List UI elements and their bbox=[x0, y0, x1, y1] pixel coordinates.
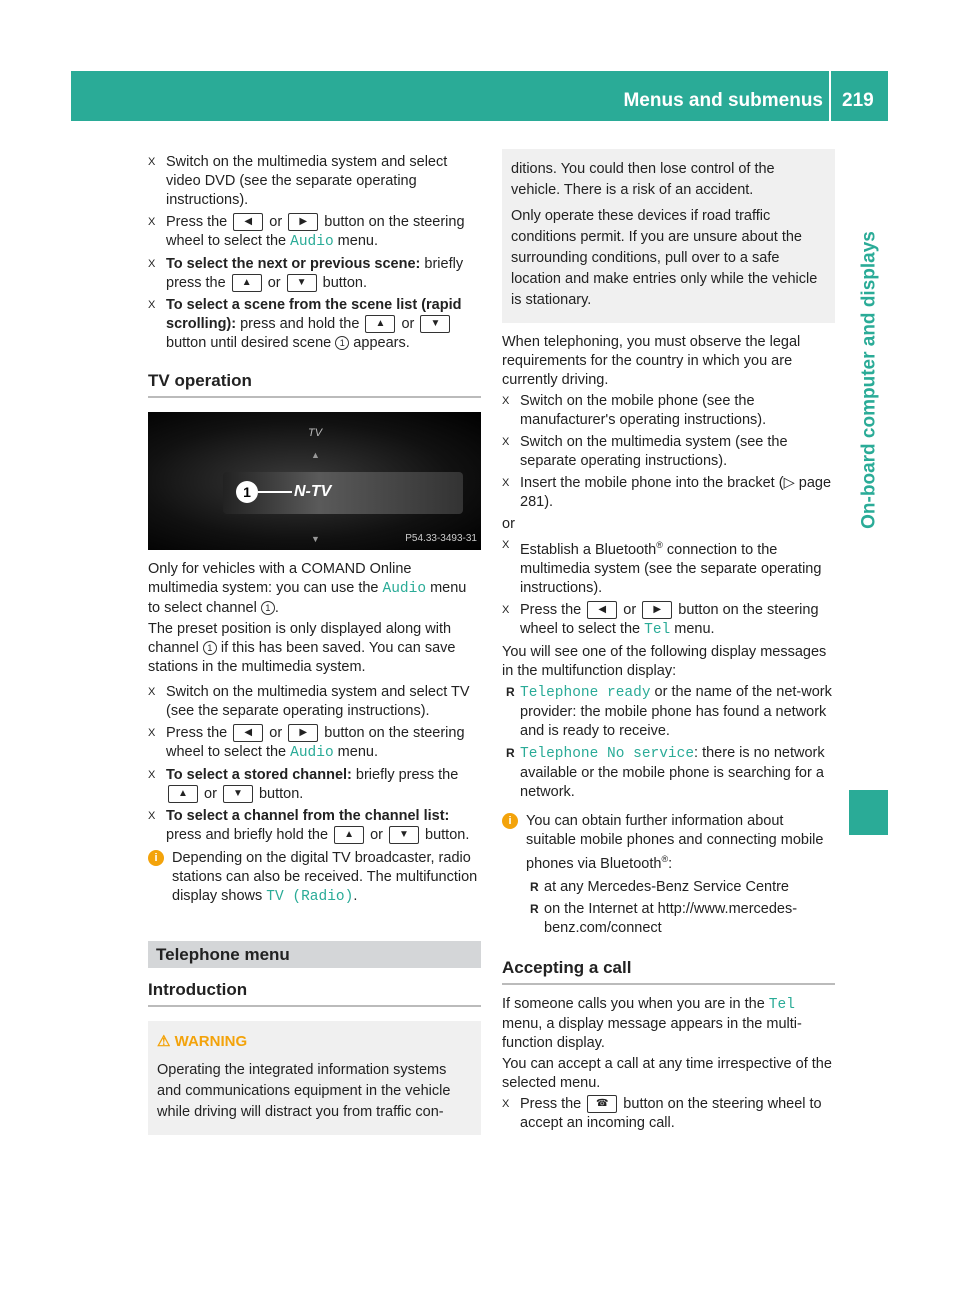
right-key-icon: ▶ bbox=[642, 601, 672, 619]
page-title: Menus and submenus bbox=[623, 90, 823, 111]
callout-1-icon: 1 bbox=[335, 336, 349, 350]
list-item: R at any Mercedes-Benz Service Centre bbox=[530, 878, 789, 895]
step-item: X Press the ◀ or ▶ button on the steering wheel to select the Audio menu. bbox=[148, 214, 465, 250]
section-heading: TV operation bbox=[148, 371, 481, 398]
left-key-icon: ◀ bbox=[233, 724, 263, 742]
bullet-icon: R bbox=[530, 901, 539, 916]
info-note: i Depending on the digital TV broadcaster, radio stations can also be received. The multifunction display shows TV (Radio). bbox=[148, 849, 481, 907]
arrow-icon: X bbox=[148, 156, 156, 168]
step-item: X To select a scene from the scene list (rapid scrolling): press and hold the ▲ or ▼ button until desired scene 1 appears. bbox=[148, 297, 462, 351]
step-item: X To select a channel from the channel list: press and briefly hold the ▲ or ▼ button. bbox=[148, 808, 470, 843]
warning-text: Operating the integrated information systems and communications equipment in the vehicle while driving will distract you from traffic con- bbox=[157, 1062, 451, 1120]
phone-key-icon: ☎ bbox=[587, 1095, 617, 1113]
left-column bbox=[148, 153, 481, 1135]
info-icon: i bbox=[502, 813, 518, 829]
side-tab bbox=[849, 140, 888, 620]
page-ref-icon: ▷ bbox=[783, 475, 795, 491]
down-key-icon: ▼ bbox=[287, 274, 317, 292]
bullet-icon: R bbox=[506, 684, 515, 699]
arrow-icon: X bbox=[148, 686, 156, 698]
arrow-icon: X bbox=[148, 258, 156, 270]
paragraph: If someone calls you when you are in the Tel menu, a display message appears in the multi-function display. bbox=[502, 995, 802, 1051]
list-item: R Telephone No service: there is no network available or the mobile phone is searching for a network. bbox=[506, 744, 825, 800]
arrow-icon: X bbox=[502, 436, 510, 448]
down-key-icon: ▼ bbox=[389, 826, 419, 844]
menu-name: Audio bbox=[290, 234, 334, 250]
arrow-icon: X bbox=[148, 810, 156, 822]
up-key-icon: ▲ bbox=[334, 826, 364, 844]
step-item: X Establish a Bluetooth® connection to the multimedia system (see the separate operating instructions). bbox=[502, 536, 835, 598]
info-icon: i bbox=[148, 850, 164, 866]
down-key-icon: ▼ bbox=[420, 315, 450, 333]
section-banner: Telephone menu bbox=[148, 941, 481, 968]
arrow-icon: X bbox=[502, 395, 510, 407]
step-item: X Switch on the multimedia system (see the separate operating instructions). bbox=[502, 434, 788, 469]
callout-line bbox=[258, 491, 292, 493]
page-number: 219 bbox=[842, 90, 874, 111]
info-note: i You can obtain further information about suitable mobile phones and connecting mobile phones via Bluetooth®: R at any Mercedes-Benz Service Centre R on the Internet at http://www.mercedes-benz.com/connect bbox=[502, 812, 835, 938]
up-key-icon: ▲ bbox=[168, 785, 198, 803]
section-heading: Accepting a call bbox=[502, 958, 835, 985]
arrow-icon: X bbox=[502, 603, 510, 616]
right-column bbox=[502, 153, 835, 1136]
channel-label: N-TV bbox=[294, 483, 332, 500]
list-item: R on the Internet at http://www.mercedes-benz.com/connect bbox=[530, 900, 798, 936]
header-divider bbox=[829, 71, 831, 121]
callout-1-icon: 1 bbox=[203, 641, 217, 655]
step-item: X Switch on the mobile phone (see the manufacturer's operating instructions). bbox=[502, 393, 767, 428]
step-item: X Press the ☎ button on the steering wheel to accept an incoming call. bbox=[502, 1095, 822, 1131]
step-item: X Press the ◀ or ▶ button on the steering wheel to select the Tel menu. bbox=[502, 601, 819, 638]
arrow-icon: X bbox=[502, 539, 510, 551]
down-arrow-icon: ▼ bbox=[311, 534, 320, 544]
left-key-icon: ◀ bbox=[587, 601, 617, 619]
side-marker bbox=[849, 790, 888, 835]
photo-label: TV bbox=[308, 427, 323, 439]
warning-icon: ⚠ bbox=[157, 1033, 171, 1050]
callout-1-icon: 1 bbox=[236, 481, 258, 503]
paragraph: Only for vehicles with a COMAND Online multimedia system: you can use the Audio menu to select channel 1 . bbox=[148, 561, 467, 616]
callout-1-icon: 1 bbox=[261, 601, 275, 615]
arrow-icon: X bbox=[502, 1097, 510, 1110]
paragraph: The preset position is only displayed along with channel 1 if this has been saved. You can save stations in the multimedia system. bbox=[148, 621, 456, 675]
right-key-icon: ▶ bbox=[288, 724, 318, 742]
step-item: X To select the next or previous scene: briefly press the ▲ or ▼ button. bbox=[148, 256, 464, 291]
selection-bar bbox=[223, 472, 463, 514]
arrow-icon: X bbox=[148, 216, 156, 228]
left-key-icon: ◀ bbox=[233, 213, 263, 231]
warning-box-continued bbox=[502, 149, 835, 323]
step-item: X Press the ◀ or ▶ button on the steering wheel to select the Audio menu. bbox=[148, 725, 465, 761]
section-heading: Introduction bbox=[148, 980, 481, 1007]
warning-text: ditions. You could then lose control of the vehicle. There is a risk of an accident. bbox=[511, 161, 775, 198]
arrow-icon: X bbox=[148, 299, 156, 311]
bullet-icon: R bbox=[530, 879, 539, 894]
tv-display-photo bbox=[148, 412, 481, 550]
bullet-icon: R bbox=[506, 745, 515, 760]
step-item: X To select a stored channel: briefly press the ▲ or ▼ button. bbox=[148, 767, 459, 802]
side-tab-label: On-board computer and displays bbox=[858, 231, 879, 529]
up-arrow-icon: ▲ bbox=[311, 450, 320, 460]
right-key-icon: ▶ bbox=[288, 213, 318, 231]
step-item: X Switch on the multimedia system and select video DVD (see the separate operating instructions). bbox=[148, 154, 448, 208]
up-key-icon: ▲ bbox=[232, 274, 262, 292]
paragraph: When telephoning, you must observe the legal requirements for the country in which you are currently driving. bbox=[502, 334, 801, 388]
down-key-icon: ▼ bbox=[223, 785, 253, 803]
warning-text: Only operate these devices if road traffic conditions permit. If you are unsure about the surrounding conditions, pull over to a safe location and make entries only while the vehicle is stationary. bbox=[511, 208, 818, 308]
arrow-icon: X bbox=[148, 727, 156, 739]
step-item: X Switch on the multimedia system and select TV (see the separate operating instructions). bbox=[148, 684, 470, 719]
arrow-icon: X bbox=[148, 769, 156, 781]
list-item: R Telephone ready or the name of the net-work provider: the mobile phone has found a network and is ready to receive. bbox=[506, 683, 832, 739]
photo-code: P54.33-3493-31 bbox=[405, 533, 477, 544]
up-key-icon: ▲ bbox=[365, 315, 395, 333]
warning-title: ⚠ WARNING bbox=[157, 1033, 248, 1050]
warning-box bbox=[148, 1021, 481, 1135]
paragraph: You can accept a call at any time irrespective of the selected menu. bbox=[502, 1055, 832, 1091]
paragraph: You will see one of the following display messages in the multifunction display: bbox=[502, 643, 827, 679]
arrow-icon: X bbox=[502, 477, 510, 489]
or-text: or bbox=[502, 516, 515, 532]
step-item: X Insert the mobile phone into the bracket (▷ page 281). bbox=[502, 475, 832, 510]
